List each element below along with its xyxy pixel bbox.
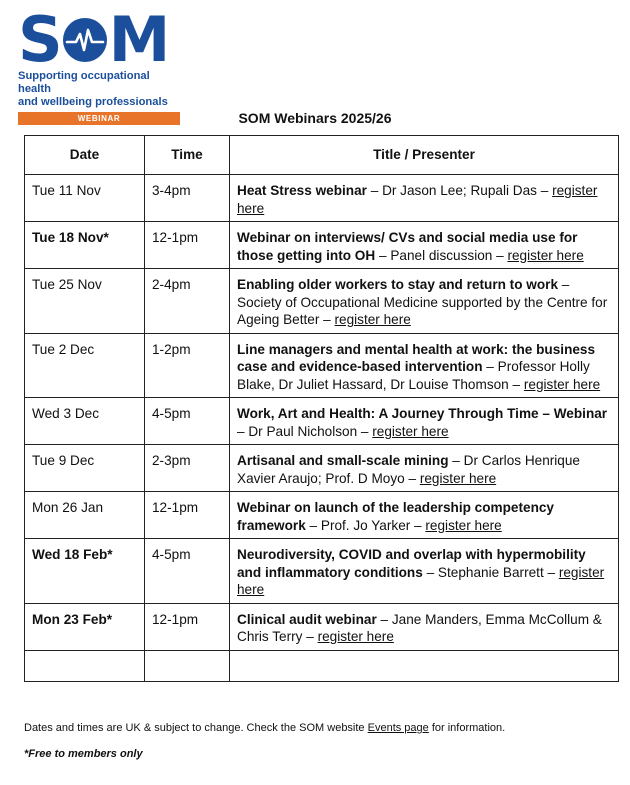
page-title: SOM Webinars 2025/26 <box>238 110 392 126</box>
register-link[interactable]: register here <box>317 629 394 644</box>
som-logo <box>18 3 180 125</box>
logo-letter-s: S <box>18 3 61 76</box>
empty-cell <box>230 650 619 681</box>
webinar-title: Clinical audit webinar <box>237 611 377 627</box>
row-title-presenter <box>230 492 619 539</box>
webinar-title: Heat Stress webinar <box>237 183 367 198</box>
row-time: 1-2pm <box>145 333 230 398</box>
register-link[interactable]: register here <box>334 312 411 327</box>
row-title-presenter <box>230 175 619 222</box>
table-row <box>25 222 619 269</box>
table-row <box>25 445 619 492</box>
members-note: *Free to members only <box>24 748 143 760</box>
webinar-title: Artisanal and small-scale mining <box>237 453 449 468</box>
table-row <box>25 492 619 539</box>
webinar-presenter: – Professor Holly Blake, Dr Juliet Hassard, Dr Louise Thomson – <box>237 359 590 392</box>
row-time: 12-1pm <box>145 603 230 650</box>
logo-webinar-band: WEBINAR <box>18 112 180 125</box>
row-date: Mon 23 Feb* <box>25 603 145 650</box>
webinar-title: Enabling older workers to stay and return to work <box>237 277 559 292</box>
row-title-presenter <box>230 269 619 334</box>
row-date: Tue 9 Dec <box>25 445 145 492</box>
webinar-presenter: – Jane Manders, Emma McCollum & Chris Terry – <box>237 611 602 644</box>
row-date: Tue 11 Nov <box>25 175 145 222</box>
row-time: 12-1pm <box>145 492 230 539</box>
row-title-presenter <box>230 445 619 492</box>
table-row <box>25 603 619 650</box>
register-link[interactable]: register here <box>425 517 502 533</box>
footnote-text-end: for information. <box>428 722 506 734</box>
webinar-title: Webinar on interviews/ CVs and social media use for those getting into OH <box>237 230 578 263</box>
row-date: Wed 3 Dec <box>25 398 145 445</box>
row-date: Tue 18 Nov* <box>25 222 145 269</box>
column-header-title: Title / Presenter <box>230 136 619 175</box>
row-title-presenter <box>230 333 619 398</box>
row-title-presenter <box>230 398 619 445</box>
column-header-date: Date <box>25 136 145 175</box>
row-time: 4-5pm <box>145 539 230 604</box>
register-link[interactable]: register here <box>372 423 449 439</box>
table-row <box>25 333 619 398</box>
logo-letter-m: M <box>108 3 169 76</box>
table-row <box>25 175 619 222</box>
footnote-text: Dates and times are UK & subject to change. Check the SOM website <box>24 722 368 734</box>
row-title-presenter <box>230 539 619 604</box>
row-time: 4-5pm <box>145 398 230 445</box>
row-time: 2-3pm <box>145 445 230 492</box>
empty-cell <box>25 650 145 681</box>
row-time: 3-4pm <box>145 175 230 222</box>
empty-cell <box>145 650 230 681</box>
footnote <box>24 722 505 734</box>
logo-tagline-line1: Supporting occupational health <box>18 70 150 95</box>
webinar-presenter: – Dr Carlos Henrique Xavier Araujo; Prof. D Moyo – <box>237 453 580 486</box>
table-row <box>25 269 619 334</box>
webinar-presenter: – Prof. Jo Yarker – <box>305 517 426 533</box>
register-link[interactable]: register here <box>507 247 584 263</box>
row-date: Tue 25 Nov <box>25 269 145 334</box>
heartbeat-icon <box>63 18 107 62</box>
table-row <box>25 539 619 604</box>
empty-table-row <box>25 650 619 681</box>
row-date: Tue 2 Dec <box>25 333 145 398</box>
column-header-time: Time <box>145 136 230 175</box>
webinar-title: Work, Art and Health: A Journey Through Time – Webinar <box>237 406 608 421</box>
row-title-presenter <box>230 222 619 269</box>
row-time: 12-1pm <box>145 222 230 269</box>
webinar-title: Neurodiversity, COVID and overlap with hypermobility and inflammatory conditions <box>237 547 586 580</box>
row-title-presenter <box>230 603 619 650</box>
register-link[interactable]: register here <box>419 470 497 486</box>
webinar-schedule-table <box>24 135 619 682</box>
events-page-link[interactable]: Events page <box>367 722 429 734</box>
webinar-title: Line managers and mental health at work: the business case and evidence-based intervention <box>237 341 596 374</box>
row-date: Mon 26 Jan <box>25 492 145 539</box>
row-time: 2-4pm <box>145 269 230 334</box>
webinar-presenter: – Dr Jason Lee; Rupali Das – <box>366 183 553 198</box>
webinar-presenter: – Stephanie Barrett – <box>422 564 559 580</box>
register-link[interactable]: register here <box>523 376 601 392</box>
table-row <box>25 398 619 445</box>
webinar-title: Webinar on launch of the leadership competency framework <box>237 500 554 533</box>
row-date: Wed 18 Feb* <box>25 539 145 604</box>
webinar-presenter: – Society of Occupational Medicine supported by the Centre for Ageing Better – <box>237 277 608 327</box>
som-logo-mark <box>18 3 180 76</box>
register-link[interactable]: register here <box>237 564 605 597</box>
table-header-row <box>25 136 619 175</box>
webinar-presenter: – Panel discussion – <box>375 247 508 263</box>
register-link[interactable]: register here <box>237 183 598 216</box>
logo-tagline-line2: and wellbeing professionals <box>18 96 168 108</box>
webinar-presenter: – Dr Paul Nicholson – <box>237 423 373 439</box>
